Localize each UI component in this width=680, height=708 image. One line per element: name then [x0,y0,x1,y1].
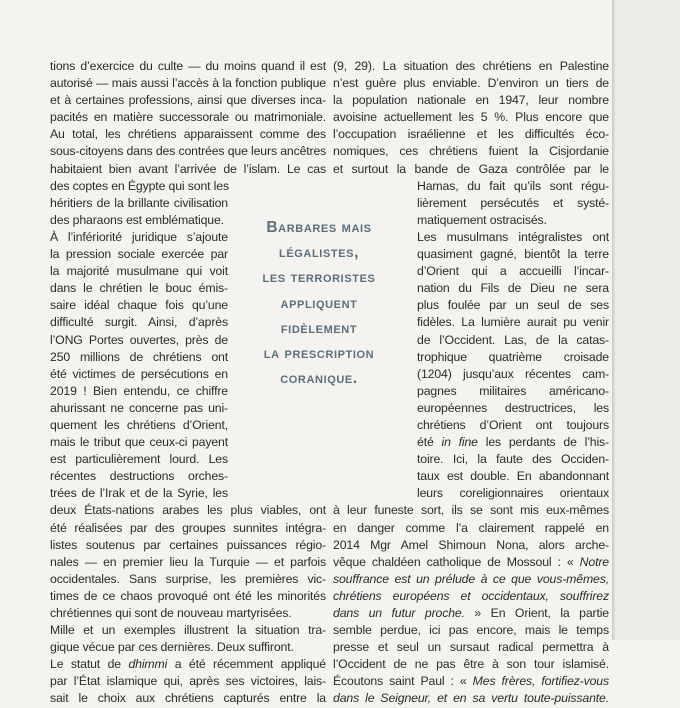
text-line: l’Occident de ne pas être à son tour islamisé. [333,657,609,672]
text-line: dans le chrétien le bouc émis- [50,281,228,296]
text-line: la majorité musulmane qui voit [50,264,228,279]
text-line: quasiment gagné, bientôt la terre [417,247,609,262]
text-line: (9, 29). La situation des chrétiens en Palestine [333,59,609,73]
text-line: récentes destructions orches- [50,469,228,484]
pull-quote-line: appliquent [280,294,358,312]
text-line: plus foulée par un seul de ses [417,298,609,313]
text-line: trophique quatrième croisade [417,349,609,364]
text-line: sous-citoyens dans des contrées que leurs ancêtres [50,144,327,159]
text-line: trées de l’Irak et de la Syrie, les [50,486,228,501]
text-line: 2019 ! Bien entendu, ce chiffre [50,383,228,398]
text-line: tions d’exercice du culte — du moins quand il est [50,59,326,73]
text-line: souffrance est un prélude à ce que vous-mêmes, [333,571,609,586]
text-line: (1204) jusqu’aux récentes cam- [417,366,609,381]
text-line: héritiers de la brillante civilisation [50,195,228,210]
text-line: des pharaons est emblématique. [50,212,224,227]
text-line: taux est double. En abandonnant [417,469,609,484]
text-line: nomiques, ces chrétiens fuient la Cisjordanie [333,144,609,159]
page-fold-shadow [612,0,615,640]
text-line: difficulté surgit. Ainsi, d’après [50,315,228,330]
text-line: Hamas, du fait qu’ils sont régu- [417,178,609,193]
text-line: pagnes militaires américano- [417,383,609,398]
text-line: été victimes de persécutions en [50,366,228,381]
text-line: mais le tribut que ceux-ci payent [50,435,228,450]
text-line: 250 millions de chrétiens ont [50,349,228,364]
text-line: listes soutenus par certaines puissances régio- [50,537,326,552]
text-line: la pression sociale exercée par [50,247,228,262]
text-line: presse et seul un sursaut radical permettra à [333,640,609,655]
adjacent-page [615,0,680,640]
pull-quote-line: Barbares mais [266,219,372,236]
text-line: n’est guère plus enviable. D’environ un tiers de [333,76,609,91]
text-line: 2014 Mgr Amel Shimoun Nona, alors arche- [333,537,609,552]
text-line: de l’Occident. Las, de la catas- [417,332,609,347]
text-line: chrétiens d’Orient ont toujours [417,417,609,432]
text-line: times de ce chaos provoqué ont été les minorités [50,588,326,603]
pull-quote-line: les terroristes [262,269,376,287]
text-line: saire idéal chaque fois qu’une [50,298,228,313]
text-line: est particulièrement lourd. Les [50,452,228,467]
text-line: la population nationale en 1947, leur nombre [333,93,609,108]
text-line: À l’infériorité juridique s’ajoute [50,229,228,244]
text-line: Le statut de dhimmi a été récemment appliqué [50,657,326,672]
text-line: européennes destructrices, les [417,400,609,415]
text-line: et surtout la bande de Gaza contrôlée par le [333,161,609,176]
text-line: ahurissant ne concerne pas uni- [50,400,228,415]
text-line: l’ONG Portes ouvertes, près de [50,332,228,347]
text-line: leurs coreligionnaires orientaux [417,486,609,501]
text-line: nation du Fils de Dieu ne sera [417,281,609,296]
text-line: Écoutons saint Paul : « Mes frères, fortifiez-vous [333,674,609,689]
pull-quote-line: légalistes, [279,244,359,262]
text-line: sait le choix aux chrétiens capturés entre la [50,691,326,706]
text-line: gique vécue par ces dernières. Deux suffiront. [50,640,294,655]
text-line: à leur funeste sort, ils se sont mis eux-mêmes [333,503,609,518]
text-line: d’Orient qui a accueilli l’incar- [417,264,609,279]
text-line: par l’État islamique qui, après ses victoires, lais- [50,674,326,689]
text-line: chrétiennes qui sont de nouveau martyrisées. [50,606,292,620]
text-line: avoisine actuellement les 5 %. Plus encore que [333,110,609,125]
text-line: Mille et un exemples illustrent la situation tra- [50,623,326,638]
text-line: des coptes en Égypte qui sont les [50,178,229,193]
text-line: Les musulmans intégralistes ont [417,229,609,244]
pull-quote-line: coranique. [280,370,358,388]
text-line: lièrement persécutés et systé- [417,195,609,210]
text-line: vêque chaldéen catholique de Mossoul : « Notre [333,554,609,569]
text-line: l’occupation israélienne et les difficultés éco- [333,127,609,142]
pull-quote-line: fidèlement [280,319,358,337]
text-line: été in fine les perdants de l’his- [417,435,609,450]
pull-quote [240,215,398,391]
text-line: pacités en matière successorale ou matrimoniale. [50,110,326,125]
text-line: nales — en premier lieu la Turquie — et parfois [50,554,326,569]
text-line: toire. Ici, la faute des Occiden- [417,452,609,467]
text-line: fidèles. La lumière aurait pu venir [417,315,609,330]
text-line: et à certaines professions, ainsi que diverses inca- [50,93,326,108]
text-line: quement les chrétiens d’Orient, [50,417,228,432]
text-line: dans un futur proche. » En Orient, la partie [333,606,609,620]
text-line: autorisé — mais aussi l’accès à la fonction publique [50,76,326,91]
pull-quote-line: la prescription [263,344,375,362]
text-line: été réalisées par des groupes sunnites intégra- [50,520,326,535]
text-line: occidentales. Sans surprise, les premières vic- [50,571,326,586]
text-line: matiquement ostracisés. [417,212,547,227]
text-line: en danger comme l’a clairement rappelé en [333,520,609,535]
text-line: deux États-nations arabes les plus viables, ont [50,503,326,518]
text-line: Au total, les chrétiens apparaissent comme des [50,127,326,142]
text-line: semble perdue, ici pas encore, mais le temps [333,623,609,638]
text-line: chrétiens européens et occidentaux, souffrirez [333,588,609,603]
text-line: habitaient bien avant l’arrivée de l’islam. Le cas [50,161,326,176]
text-line: dans le Seigneur, et en sa vertu toute-puissante. [333,691,609,706]
